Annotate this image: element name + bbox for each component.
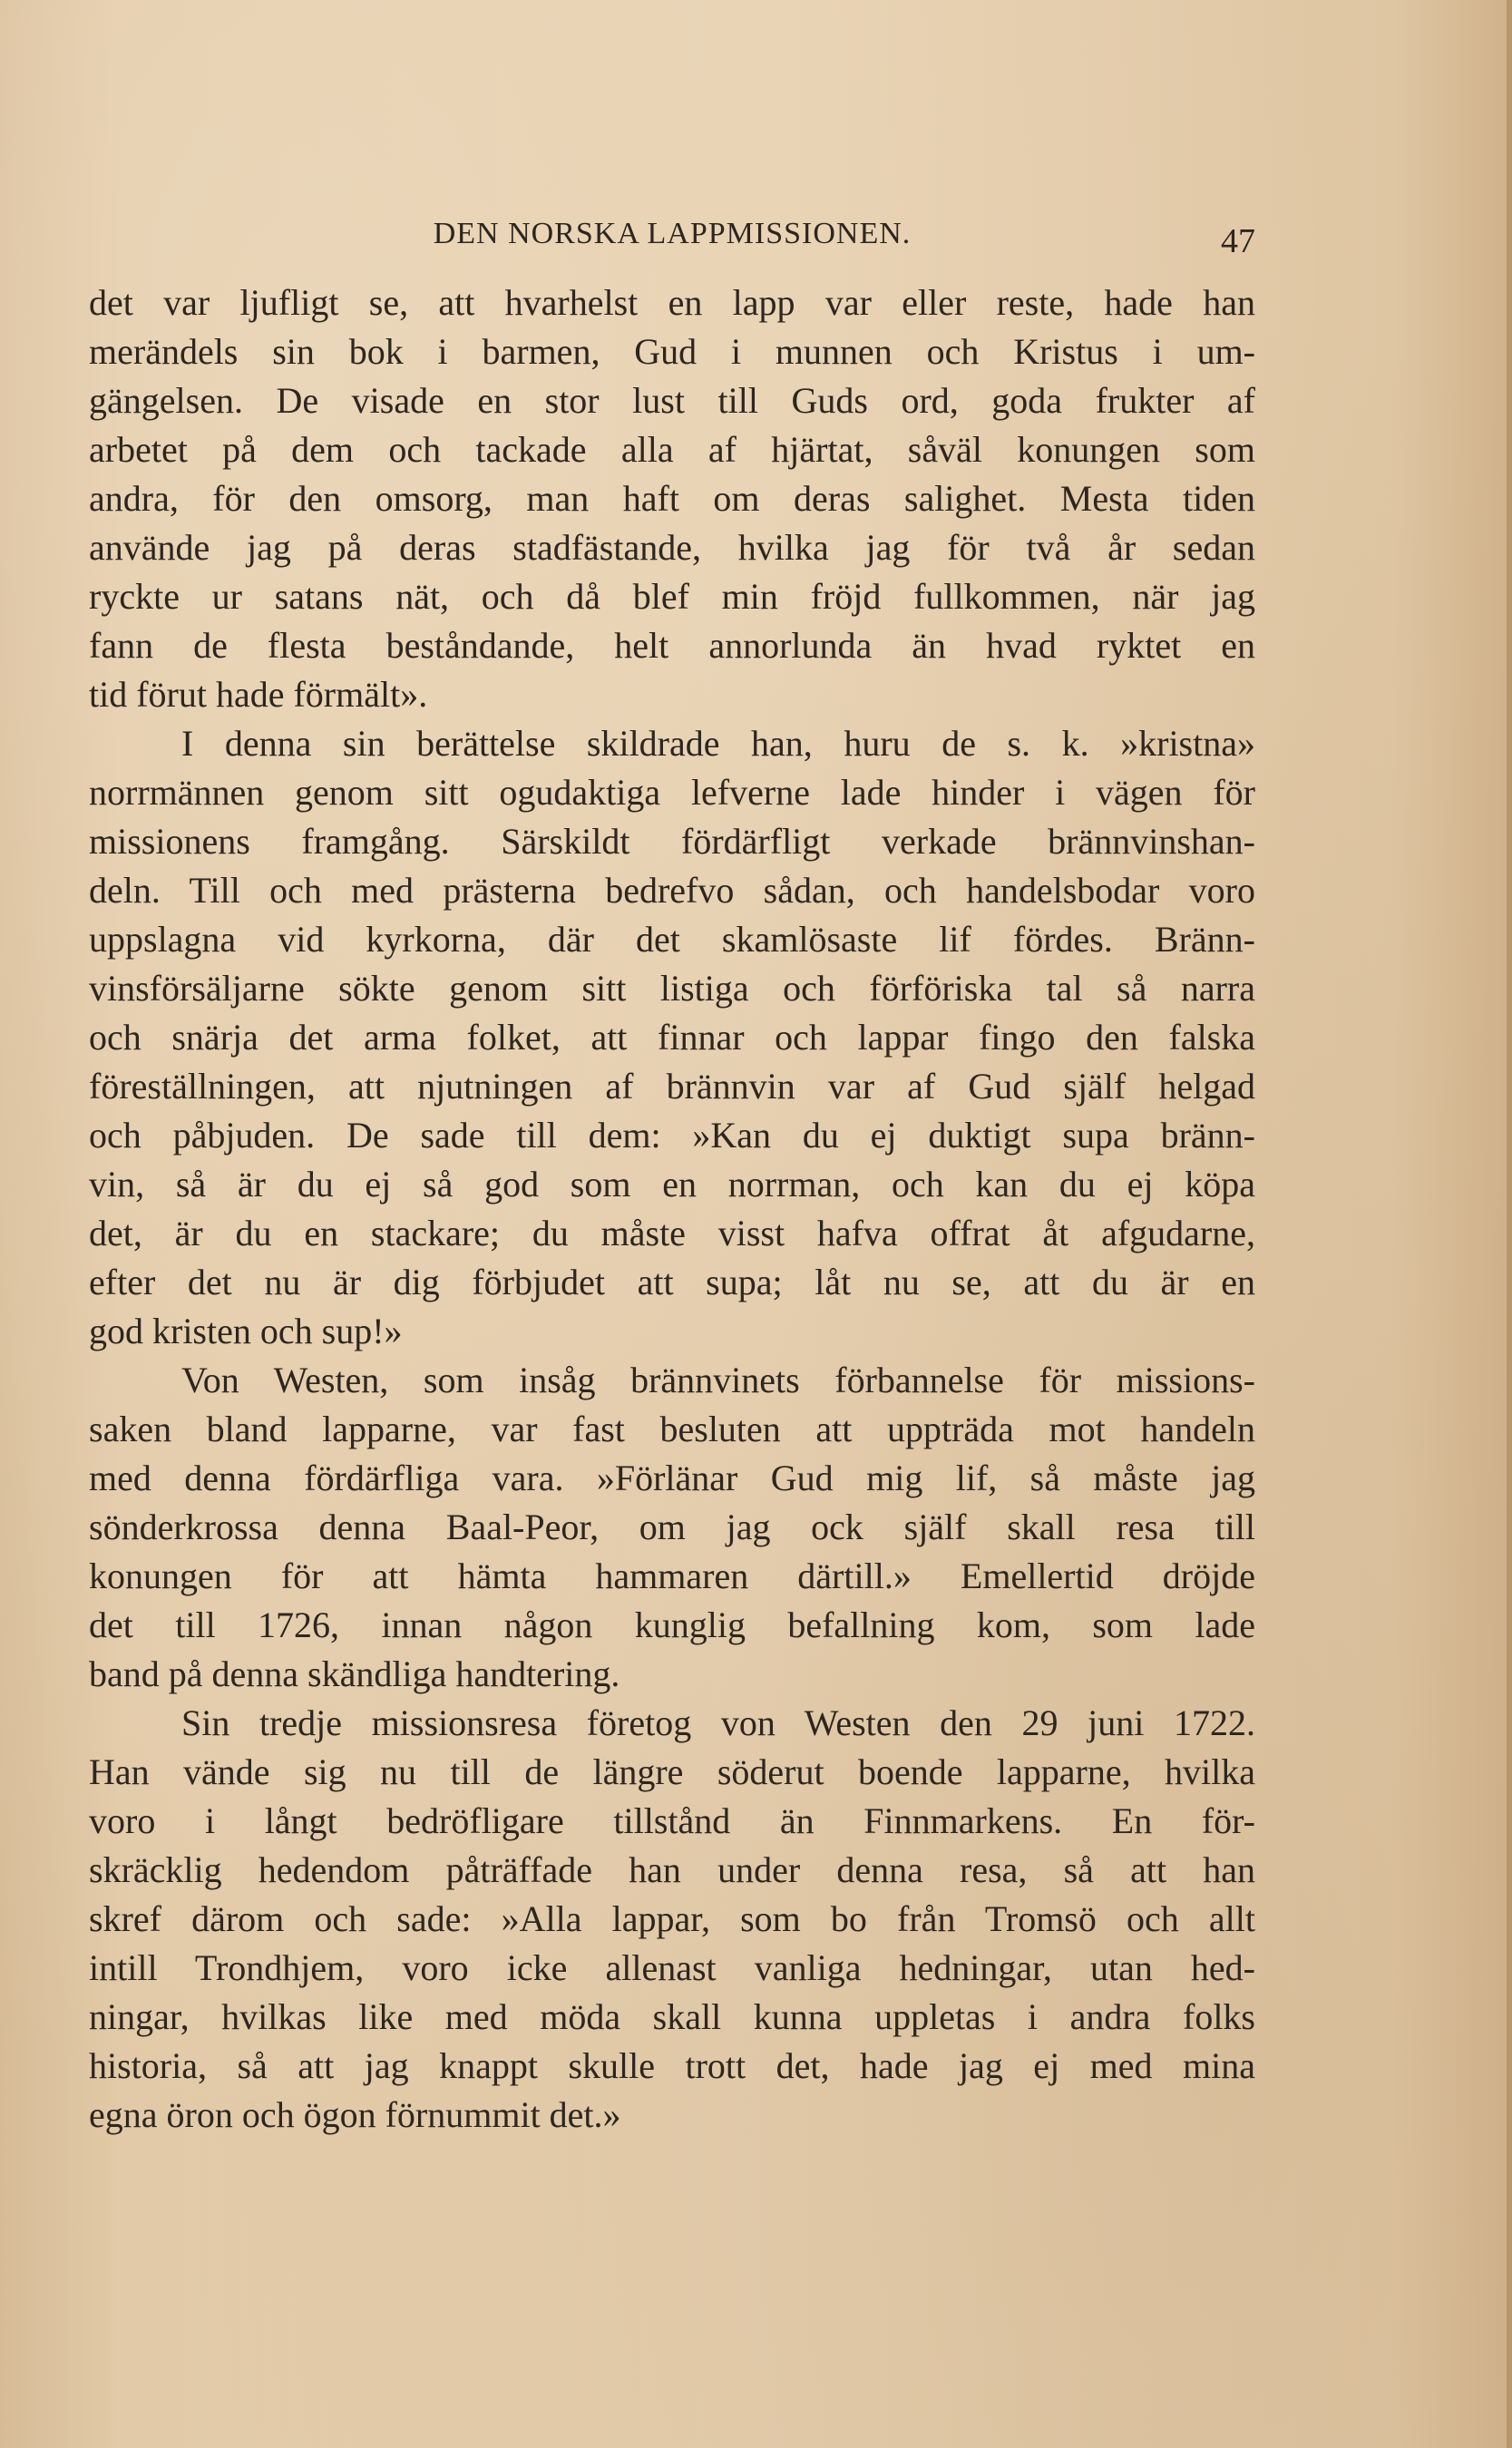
text-line: uppslagna vid kyrkorna, där det skamlösaste lif fördes. Bränn- <box>89 919 1255 960</box>
text-line: Sin tredje missionsresa företog von Westen den 29 juni 1722. <box>181 1702 1255 1743</box>
body-text <box>89 278 1255 2140</box>
text-line: saken bland lapparne, var fast besluten att uppträda mot handeln <box>89 1409 1255 1449</box>
text-line: voro i långt bedröfligare tillstånd än Finnmarkens. En för- <box>89 1800 1255 1841</box>
text-line: fann de flesta beståndande, helt annorlunda än hvad ryktet en <box>89 625 1255 666</box>
text-line: andra, för den omsorg, man haft om deras salighet. Mesta tiden <box>89 478 1255 519</box>
text-line: gängelsen. De visade en stor lust till Guds ord, goda frukter af <box>89 380 1255 421</box>
text-line: ningar, hvilkas like med möda skall kunna uppletas i andra folks <box>89 1996 1255 2037</box>
text-line: Von Westen, som insåg brännvinets förbannelse för missions- <box>181 1360 1255 1400</box>
text-line: historia, så att jag knappt skulle trott det, hade jag ej med mina <box>89 2045 1255 2086</box>
text-line: missionens framgång. Särskildt fördärfligt verkade brännvinshan- <box>89 821 1255 862</box>
text-line: merändels sin bok i barmen, Gud i munnen och Kristus i um- <box>89 331 1255 372</box>
text-line: Han vände sig nu till de längre söderut boende lapparne, hvilka <box>89 1751 1255 1792</box>
text-line: I denna sin berättelse skildrade han, huru de s. k. »kristna» <box>181 723 1255 764</box>
text-line: tid förut hade förmält». <box>89 674 428 715</box>
text-line: vin, så är du ej så god som en norrman, och kan du ej köpa <box>89 1164 1255 1204</box>
text-line: norrmännen genom sitt ogudaktiga lefverne lade hinder i vägen för <box>89 772 1255 813</box>
text-line: band på denna skändliga handtering. <box>89 1653 620 1694</box>
text-line: skräcklig hedendom påträffade han under denna resa, så att han <box>89 1849 1255 1890</box>
text-line: det till 1726, innan någon kunglig befallning kom, som lade <box>89 1604 1255 1645</box>
page-header <box>89 214 1255 268</box>
text-line: intill Trondhjem, voro icke allenast vanliga hedningar, utan hed- <box>89 1947 1255 1988</box>
text-line: arbetet på dem och tackade alla af hjärtat, såväl konungen som <box>89 429 1255 470</box>
text-line: med denna fördärfliga vara. »Förlänar Gud mig lif, så måste jag <box>89 1458 1255 1498</box>
text-line: konungen för att hämta hammaren därtill.» Emellertid dröjde <box>89 1556 1255 1596</box>
text-line: egna öron och ögon förnummit det.» <box>89 2094 621 2135</box>
running-head: DEN NORSKA LAPPMISSIONEN. <box>433 217 912 250</box>
text-line: efter det nu är dig förbjudet att supa; låt nu se, att du är en <box>89 1262 1255 1302</box>
text-line: deln. Till och med prästerna bedrefvo sådan, och handelsbodar voro <box>89 870 1255 911</box>
page-number: 47 <box>1221 222 1255 260</box>
text-line: det var ljufligt se, att hvarhelst en lapp var eller reste, hade han <box>89 282 1255 323</box>
text-line: och snärja det arma folket, att finnar och lappar fingo den falska <box>89 1017 1255 1058</box>
text-line: ryckte ur satans nät, och då blef min fröjd fullkommen, när jag <box>89 576 1255 617</box>
text-line: och påbjuden. De sade till dem: »Kan du ej duktigt supa bränn- <box>89 1115 1255 1156</box>
text-line: sönderkrossa denna Baal-Peor, om jag ock själf skall resa till <box>89 1507 1255 1547</box>
text-line: föreställningen, att njutningen af brännvin var af Gud själf helgad <box>89 1066 1255 1107</box>
text-line: använde jag på deras stadfästande, hvilka jag för två år sedan <box>89 527 1255 568</box>
text-line: det, är du en stackare; du måste visst hafva offrat åt afgudarne, <box>89 1213 1255 1253</box>
text-line: vinsförsäljarne sökte genom sitt listiga och förföriska tal så narra <box>89 968 1255 1009</box>
text-line: god kristen och sup!» <box>89 1311 403 1351</box>
text-line: skref därom och sade: »Alla lappar, som bo från Tromsö och allt <box>89 1898 1255 1939</box>
page-edge <box>1507 0 1512 2448</box>
